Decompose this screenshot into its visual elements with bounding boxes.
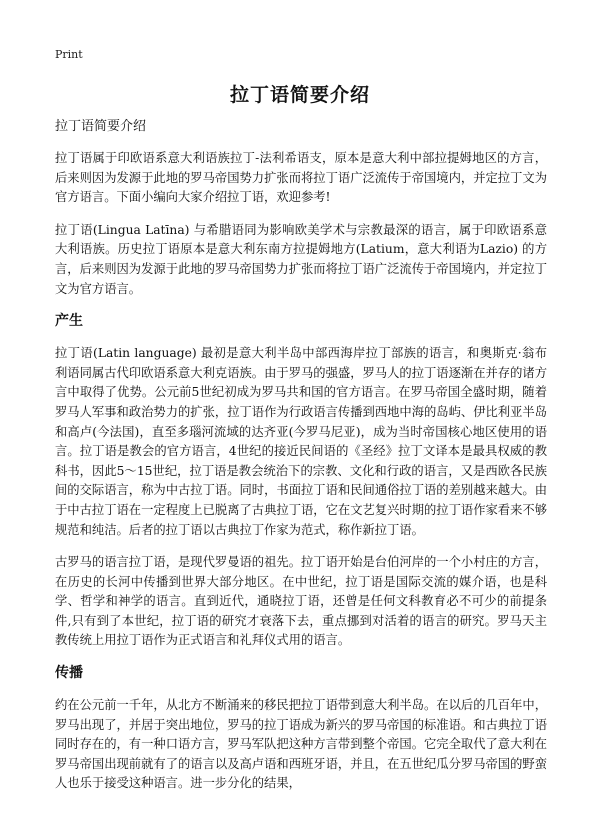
page-title: 拉丁语简要介绍	[229, 84, 370, 106]
section-paragraph: 古罗马的语言拉丁语，是现代罗曼语的祖先。拉丁语开始是台伯河岸的一个小村庄的方言，在历史的长河中传播到世界大部分地区。在中世纪，拉丁语是国际交流的媒介语，也是科学、哲学和神学的语言。直到近代，通晓拉丁语，还曾是任何文科教育必不可少的前提条件,只有到了本世纪，拉丁语的研究才衰落下去，重点挪到对活着的语言的研究。罗马天主教传统上用拉丁语作为正式语言和礼拜仪式用的语言。	[55, 555, 547, 648]
print-label: Print	[55, 48, 83, 61]
intro-paragraph: 拉丁语属于印欧语系意大利语族拉丁-法利希语支，原本是意大利中部拉提姆地区的方言，后来则因为发源于此地的罗马帝国势力扩张而将拉丁语广泛流传于帝国境内，并定拉丁文为官方语言。下面小编向大家介绍拉丁语，欢迎参考!	[55, 151, 547, 205]
article-subtitle: 拉丁语简要介绍	[55, 119, 147, 134]
intro-paragraph: 拉丁语(Lingua Latīna) 与希腊语同为影响欧美学术与宗教最深的语言，属于印欧语系意大利语族。历史拉丁语原本是意大利东南方拉提姆地方(Latium，意大利语为Lazio) 的方言，后来则因为发源于此地的罗马帝国势力扩张而将拉丁语广泛流传于帝国境内，并定拉丁文为官方语言。	[55, 222, 547, 296]
section-heading-origin: 产生	[55, 313, 83, 330]
article-body	[55, 118, 547, 807]
section-heading-spread: 传播	[55, 665, 83, 682]
section-paragraph: 拉丁语(Latin language) 最初是意大利半岛中部西海岸拉丁部族的语言，和奥斯克·翁布利语同属古代印欧语系意大利克语族。由于罗马的强盛，罗马人的拉丁语逐渐在并存的诸方言中取得了优势。公元前5世纪初成为罗马共和国的官方语言。在罗马帝国全盛时期，随着罗马人军事和政治势力的扩张，拉丁语作为行政语言传播到西地中海的岛屿、伊比利亚半岛和高卢(今法国)，直至多瑙河流域的达齐亚(今罗马尼亚)，成为当时帝国核心地区使用的语言。拉丁语是教会的官方语言，4世纪的接近民间语的《圣经》拉丁文译本是最具权威的教科书，因此5～15世纪，拉丁语是教会统治下的宗教、文化和行政的语言，又是西欧各民族间的交际语言，称为中古拉丁语。同时，书面拉丁语和民间通俗拉丁语的差别越来越大。由于中古拉丁语在一定程度上已脱离了古典拉丁语，它在文艺复兴时期的拉丁语作家看来不够规范和纯洁。后者的拉丁语以古典拉丁作家为范式，称作新拉丁语。	[55, 346, 547, 537]
section-paragraph: 约在公元前一千年，从北方不断涌来的移民把拉丁语带到意大利半岛。在以后的几百年中，罗马出现了，并居于突出地位，罗马的拉丁语成为新兴的罗马帝国的标准语。和古典拉丁语同时存在的，有一种口语方言，罗马军队把这种方言带到整个帝国。它完全取代了意大利在罗马帝国出现前就有了的语言以及高卢语和西班牙语，并且，在五世纪瓜分罗马帝国的野蛮人也乐于接受这种语言。进一步分化的结果，	[55, 698, 547, 791]
